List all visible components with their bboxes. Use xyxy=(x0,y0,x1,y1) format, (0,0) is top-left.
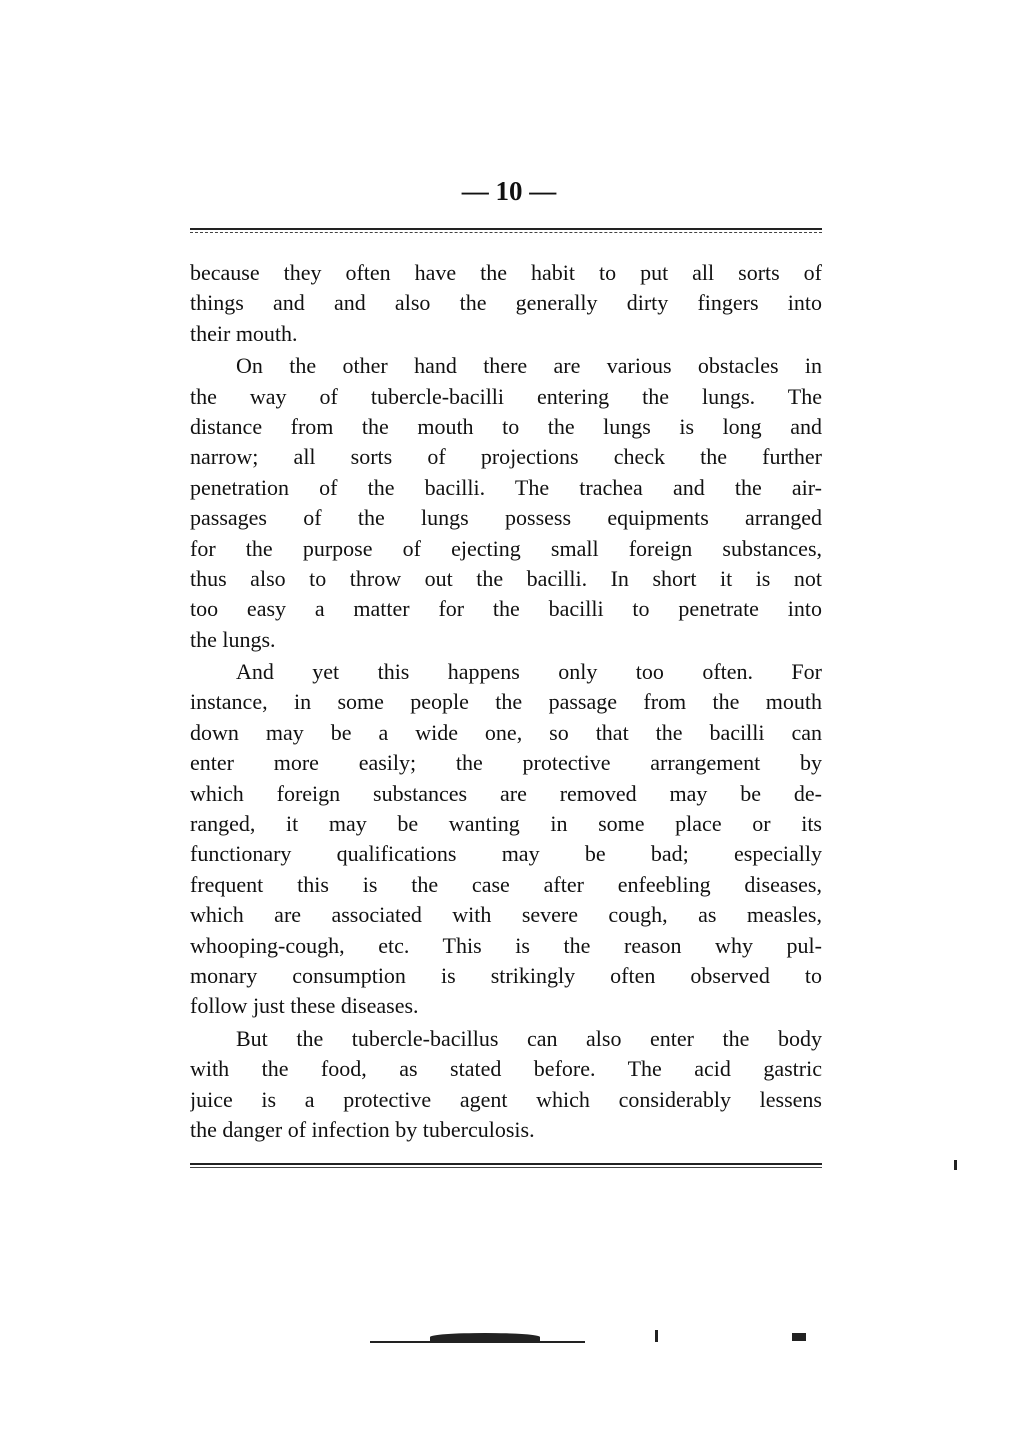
text-line: thus also to throw out the bacilli. In short it is not xyxy=(190,565,822,591)
scan-artifact xyxy=(655,1330,658,1342)
text-line: the danger of infection by tuberculosis. xyxy=(190,1116,535,1142)
scan-artifact xyxy=(954,1160,957,1170)
text-line: for the purpose of ejecting small foreign substances, xyxy=(190,535,822,561)
text-line: down may be a wide one, so that the bacilli can xyxy=(190,719,822,745)
page-number: — 10 — xyxy=(461,176,557,206)
text-line: And yet this happens only too often. For xyxy=(236,659,822,685)
header-rule xyxy=(190,228,822,230)
body-text xyxy=(190,258,822,1147)
text-line: the lungs. xyxy=(190,626,276,652)
text-line: On the other hand there are various obstacles in xyxy=(236,353,822,379)
text-line: frequent this is the case after enfeebling diseases, xyxy=(190,871,822,897)
text-line: penetration of the bacilli. The trachea and the air- xyxy=(190,474,822,500)
text-line: with the food, as stated before. The acid gastric xyxy=(190,1056,822,1082)
text-line: functionary qualifications may be bad; especially xyxy=(190,841,822,867)
paragraph xyxy=(190,657,822,1022)
text-line: instance, in some people the passage from the mouth xyxy=(190,689,822,715)
text-line: passages of the lungs possess equipments arranged xyxy=(190,505,822,531)
header-rule-secondary xyxy=(190,232,822,233)
scan-artifact xyxy=(430,1333,540,1341)
text-line: whooping-cough, etc. This is the reason why pul- xyxy=(190,932,822,958)
text-line: which are associated with severe cough, as measles, xyxy=(190,902,822,928)
text-line: enter more easily; the protective arrangement by xyxy=(190,750,822,776)
text-line: which foreign substances are removed may be de- xyxy=(190,780,822,806)
text-line: too easy a matter for the bacilli to penetrate into xyxy=(190,596,822,622)
text-line: ranged, it may be wanting in some place or its xyxy=(190,811,822,837)
text-line: juice is a protective agent which considerably lessens xyxy=(190,1086,822,1112)
text-line: But the tubercle-bacillus can also enter the body xyxy=(236,1025,822,1051)
text-line: the way of tubercle-bacilli entering the lungs. The xyxy=(190,383,822,409)
text-line: monary consumption is strikingly often observed to xyxy=(190,962,822,988)
scan-artifact xyxy=(792,1333,806,1341)
scan-artifact xyxy=(370,1341,585,1343)
text-line: because they often have the habit to put all sorts of xyxy=(190,260,822,285)
paragraph xyxy=(190,351,822,655)
footer-rule xyxy=(190,1163,822,1165)
text-line: follow just these diseases. xyxy=(190,993,419,1019)
text-line: things and and also the generally dirty fingers into xyxy=(190,290,822,316)
text-line: distance from the mouth to the lungs is long and xyxy=(190,413,822,439)
footer-rule-secondary xyxy=(190,1167,822,1168)
paragraph xyxy=(190,258,822,349)
paragraph xyxy=(190,1024,822,1146)
text-line: narrow; all sorts of projections check the further xyxy=(190,444,822,470)
text-line: their mouth. xyxy=(190,320,298,346)
